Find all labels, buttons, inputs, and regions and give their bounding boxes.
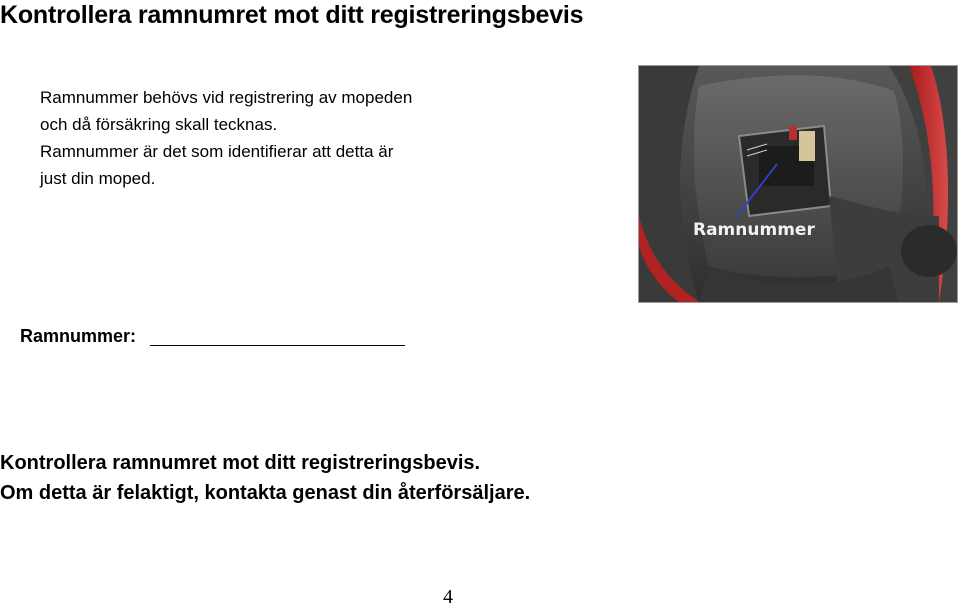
intro-line: Ramnummer är det som identifierar att detta är [40,142,394,161]
frame-number-field[interactable] [150,345,405,346]
footer-text [0,448,530,508]
frame-number-photo [638,65,958,303]
intro-text [40,84,412,192]
footer-line: Om detta är felaktigt, kontakta genast din återförsäljare. [0,482,531,504]
frame-number-label: Ramnummer: [20,326,137,346]
intro-line: just din moped. [40,169,156,188]
photo-label: Ramnummer [693,220,815,240]
page-title: Kontrollera ramnumret mot ditt registreringsbevis [0,1,584,29]
footer-line: Kontrollera ramnumret mot ditt registreringsbevis. [0,452,481,474]
intro-line: och då försäkring skall tecknas. [40,115,278,134]
intro-line: Ramnummer behövs vid registrering av mopeden [40,88,413,107]
page-number: 4 [443,586,453,608]
